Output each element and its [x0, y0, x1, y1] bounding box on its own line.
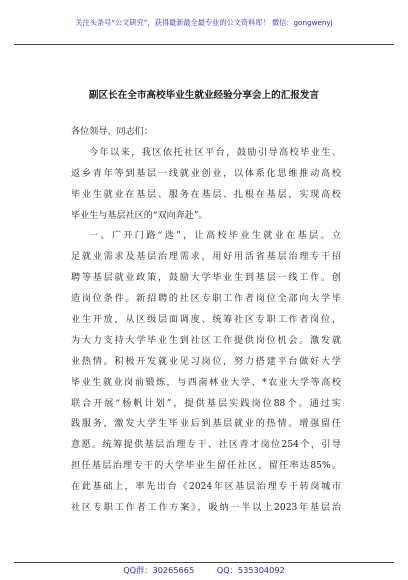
paragraph-line: 毕业生就业在基层、服务在基层、扎根在基层，实现高校 [71, 189, 341, 200]
paragraph-line: 今年以来，我区依托社区平台，鼓励引导高校毕业生、 [89, 147, 341, 158]
paragraph-line: 联合开展“杨帆计划”，提供基层实践岗位88个。通过实 [71, 398, 341, 409]
paragraph-line: 毕业生就业岗前锻炼，与西南林业大学、*农业大学等高校 [71, 377, 341, 388]
paragraph-line: 返乡青年等到基层一线就业创业，以体系化思维推动高校 [71, 168, 341, 179]
document-body [71, 122, 341, 519]
paragraph-line: 造岗位条件。新招聘的社区专职工作者岗位全部向大学毕 [71, 294, 341, 305]
document-title: 副区长在全市高校毕业生就业经验分享会上的汇报发言 [88, 90, 320, 101]
footer-qq-contact: QQ：535304092 [216, 565, 285, 575]
paragraph-line: 一、广开门路“选”，让高校毕业生就业在基层。立 [89, 231, 341, 242]
header-divider [14, 44, 394, 45]
paragraph-line: 为大力支持大学毕业生到社区工作提供岗位机会。激发就 [71, 335, 341, 346]
paragraph-line: 聘等基层就业政策，鼓励大学毕业生到基层一线工作。创 [71, 273, 341, 284]
paragraph-line: 业热情。积极开发就业见习岗位，努力搭建平台做好大学 [71, 356, 341, 367]
paragraph-line: 在此基础上，率先出台《2024年区基层治理专干转岗城市 [71, 482, 341, 493]
paragraph-line: 社区专职工作者工作方案》，吸纳一半以上2023年基层治 [71, 503, 341, 514]
footer-qq-group: QQ群：30265665 [123, 565, 195, 575]
paragraph-line: 业生开放，从区级层面调度、统筹社区专职工作者岗位， [71, 315, 341, 326]
paragraph-line: 意愿。统筹提供基层治理专干、社区青才岗位254个，引导 [71, 440, 341, 451]
paragraph-line: 毕业生与基层社区的“双向奔赴”。 [71, 210, 208, 221]
footer-divider [14, 562, 394, 563]
paragraph-line: 践服务，激发大学生毕业后到基层就业的热情。增强留任 [71, 419, 341, 430]
header-banner: 关注头条号“公文研究”，获得最新最全最专业的公文资料库！ 微信：gongwenyj [75, 18, 333, 27]
salutation: 各位领导、同志们： [71, 127, 153, 137]
footer [0, 565, 408, 576]
paragraph-line: 足就业需求及基层治理需求，用好用活省基层治理专干招 [71, 252, 341, 263]
paragraph-line: 担任基层治理专干的大学毕业生留任社区，留任率达85%。 [71, 461, 341, 472]
